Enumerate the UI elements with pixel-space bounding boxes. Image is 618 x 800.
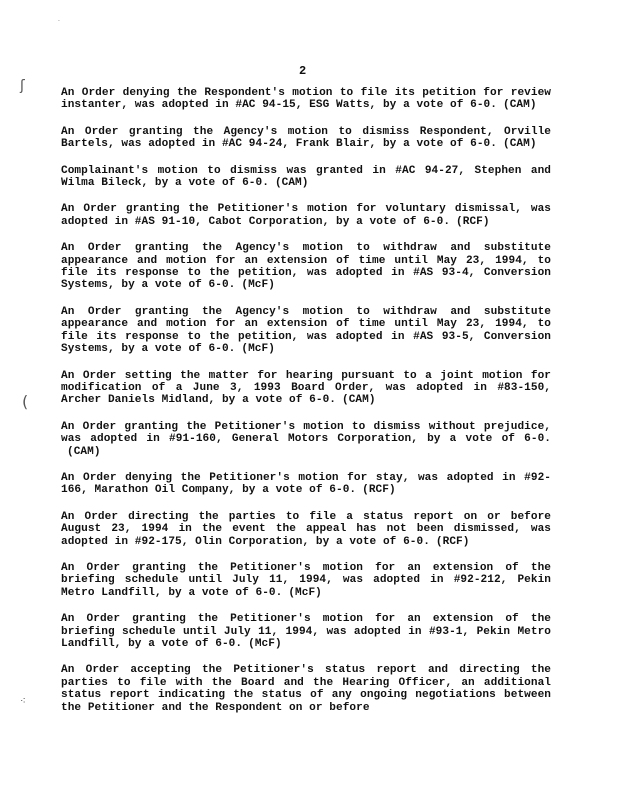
order-paragraph-12	[61, 613, 551, 650]
paragraph-text: An Order granting the Petitioner's motion to dismiss without prejudice, was adopted in #91-160, General Motors Corporation, by a vote of 6-0.	[61, 420, 551, 446]
author-initials: (McF)	[248, 638, 282, 650]
document-body	[61, 87, 551, 728]
order-paragraph-2	[61, 126, 551, 151]
author-initials: (CAM)	[342, 394, 376, 407]
paragraph-text: An Order granting the Agency's motion to withdraw and substitute appearance and motion for an extension of time until May 23, 1994, to file its response to the petition, was adopted in #AS 93-5, Conversion Systems, by a vote of 6-0.	[61, 305, 551, 356]
paragraph-text: Complainant's motion to dismiss was granted in #AC 94-27, Stephen and Wilma Bileck, by a vote of 6-0.	[61, 164, 551, 190]
punch-hole-mark-top: ʃ	[20, 78, 25, 94]
order-paragraph-10	[61, 511, 551, 548]
author-initials: (McF)	[288, 586, 322, 599]
paragraph-text: An Order granting the Petitioner's motion for voluntary dismissal, was adopted in #AS 91-10, Cabot Corporation, by a vote of 6-0.	[61, 203, 551, 228]
order-paragraph-1	[61, 87, 551, 112]
order-paragraph-4	[61, 203, 551, 228]
order-paragraph-6	[61, 306, 551, 356]
paragraph-text: An Order granting the Agency's motion to dismiss Respondent, Orville Bartels, was adopted in #AC 94-24, Frank Blair, by a vote of 6-0.	[61, 125, 551, 151]
author-initials: (RCF)	[362, 484, 396, 497]
paragraph-text: An Order denying the Respondent's motion to file its petition for review instanter, was adopted in #AC 94-15, ESG Watts, by a vote of 6-0.	[61, 87, 551, 112]
paragraph-text: An Order granting the Petitioner's motion for an extension of the briefing schedule until July 11, 1994, was adopted in #92-212, Pekin Metro Landfill, by a vote of 6-0.	[61, 561, 551, 599]
order-paragraph-9	[61, 472, 551, 497]
order-paragraph-11	[61, 562, 551, 599]
page-number: 2	[299, 64, 307, 78]
paragraph-text: An Order granting the Agency's motion to withdraw and substitute appearance and motion for an extension of time until May 23, 1994, to file its response to the petition, was adopted in #AS 93-4, Conversion Systems, by a vote of 6-0.	[61, 242, 551, 292]
paragraph-text: An Order granting the Petitioner's motion for an extension of the briefing schedule until July 11, 1994, was adopted in #93-1, Pekin Metro Landfill, by a vote of 6-0.	[61, 613, 551, 650]
author-initials: (CAM)	[274, 177, 309, 190]
order-paragraph-3	[61, 165, 551, 190]
punch-hole-mark-bottom: ⁖	[20, 696, 26, 707]
author-initials: (McF)	[241, 279, 275, 292]
order-paragraph-13	[61, 664, 551, 714]
author-initials: (RCF)	[435, 535, 470, 548]
author-initials: (CAM)	[67, 445, 101, 458]
order-paragraph-7	[61, 370, 551, 407]
paragraph-text: An Order denying the Petitioner's motion for stay, was adopted in #92-166, Marathon Oil Company, by a vote of 6-0.	[61, 471, 551, 497]
paragraph-text: An Order setting the matter for hearing pursuant to a joint motion for modification of a June 3, 1993 Board Order, was adopted in #83-150, Archer Daniels Midland, by a vote of 6-0.	[61, 369, 551, 407]
order-paragraph-5	[61, 242, 551, 292]
author-initials: (McF)	[241, 343, 275, 356]
author-initials: (CAM)	[502, 138, 537, 151]
paragraph-text: An Order directing the parties to file a status report on or before August 23, 1994 in the event the appeal has not been dismissed, was adopted in #92-175, Olin Corporation, by a vote of 6-0.	[61, 510, 551, 548]
scan-mark-top: ·	[58, 18, 60, 25]
order-paragraph-8	[61, 421, 551, 458]
punch-hole-mark-middle: (	[22, 392, 29, 411]
author-initials: (RCF)	[456, 215, 490, 228]
paragraph-text: An Order accepting the Petitioner's status report and directing the parties to file with the Board and the Hearing Officer, an additional status report indicating the status of any ongoing negotiations between the Petitioner and the Respondent on or before	[61, 664, 551, 714]
author-initials: (CAM)	[502, 99, 537, 112]
